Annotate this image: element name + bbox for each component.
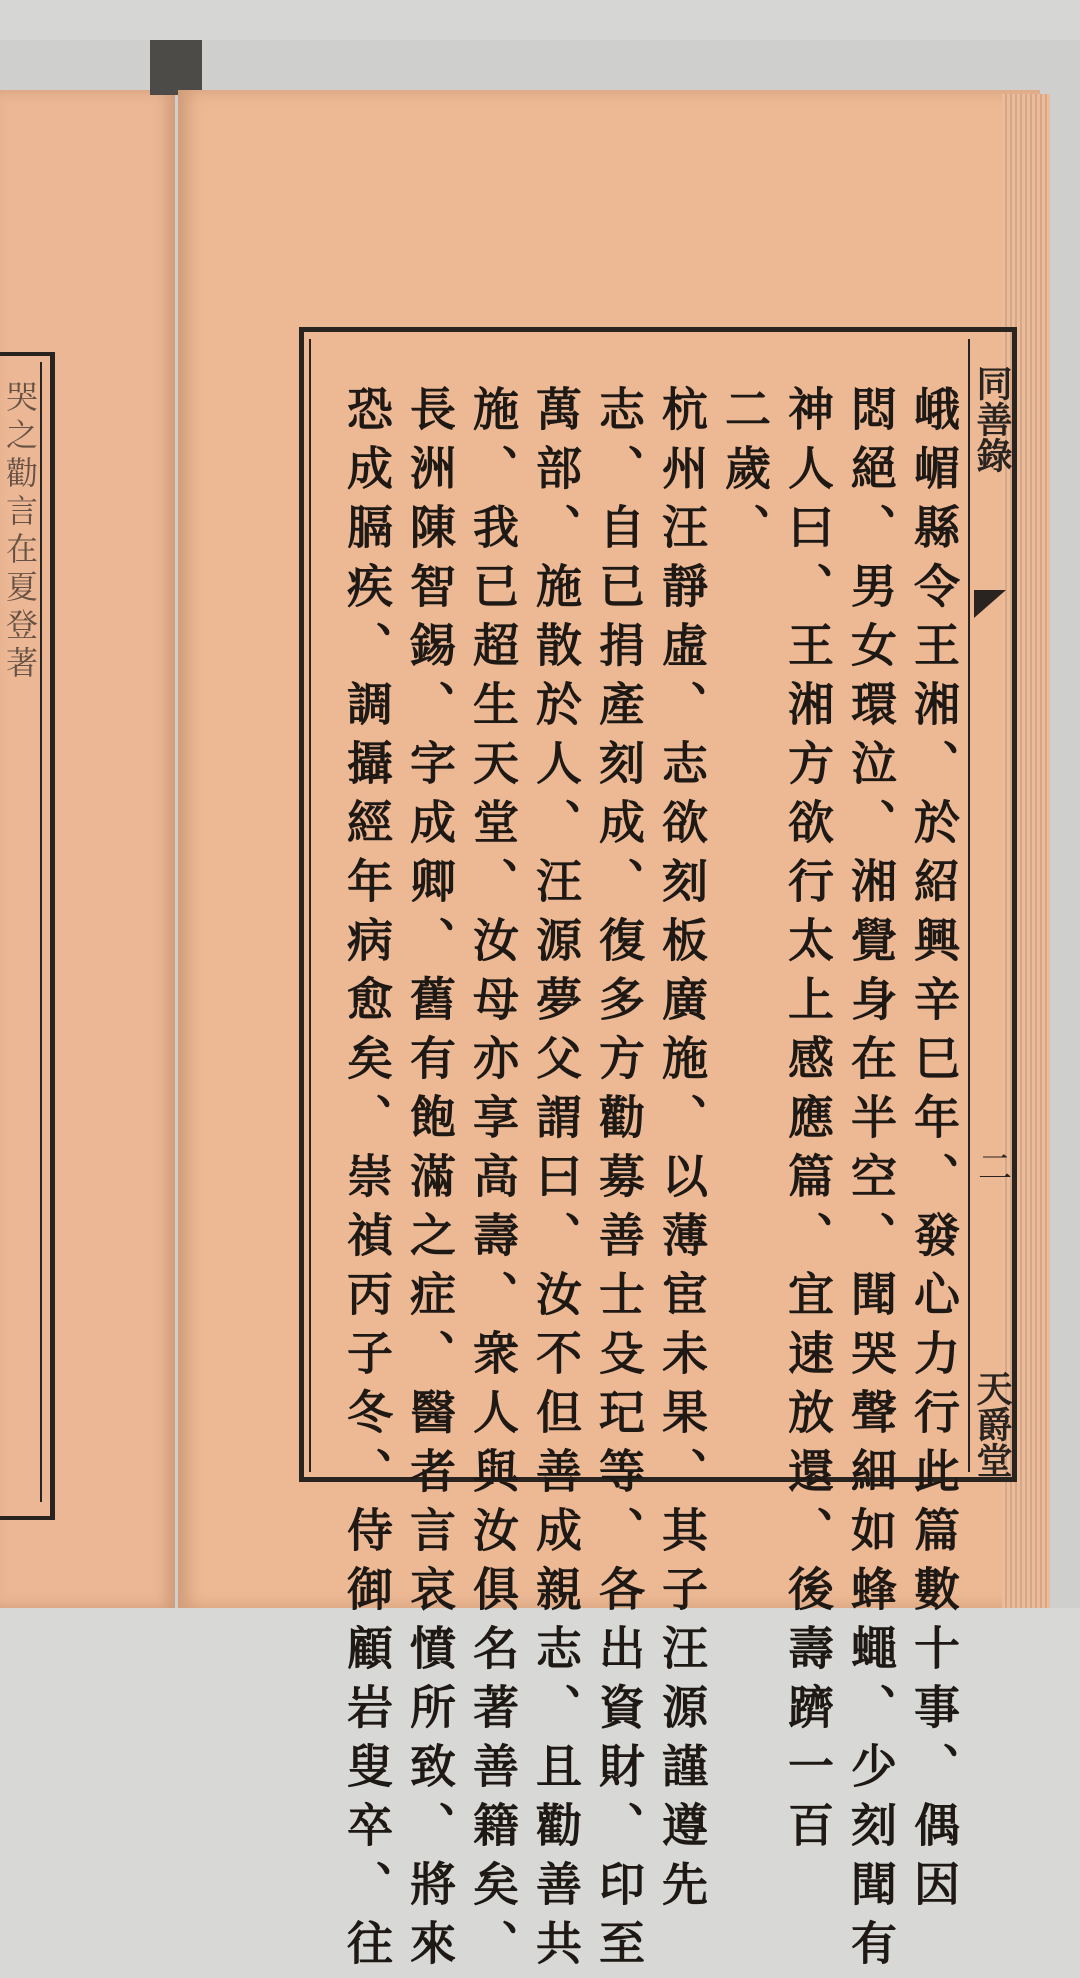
banxin-page-number: 二	[978, 1148, 1012, 1188]
banxin-title: 同善錄	[971, 365, 1013, 473]
text-column-6: 志、自已捐產刻成、復多方勸募善士殳玘等、各出資財、印至	[592, 385, 646, 1978]
top-margin	[0, 0, 1080, 40]
text-column-3: 神人曰、王湘方欲行太上感應篇、宜速放還、後壽躋一百	[781, 385, 835, 1860]
text-column-4: 二歲、	[718, 385, 772, 562]
text-column-2: 悶絕、男女環泣、湘覺身在半空、聞哭聲細如蜂蠅、少刻聞有	[844, 385, 898, 1978]
banxin-hall-name: 天爵堂	[971, 1370, 1013, 1478]
text-column-10: 恐成膈疾、調攝經年病愈矣、崇禎丙子冬、侍御顧岩叟卒、往	[340, 385, 394, 1978]
text-column-5: 杭州汪靜虛、志欲刻板廣施、以薄宦未果、其子汪源謹遵先	[655, 385, 709, 1919]
left-page-text: 哭之勸言在夏登著	[1, 380, 39, 684]
text-column-9: 長洲陳智錫、字成卿、舊有飽滿之症、醫者言哀憤所致、將來	[403, 385, 457, 1978]
fishtail-mark	[974, 590, 1006, 618]
text-column-7: 萬部、施散於人、汪源夢父謂曰、汝不但善成親志、且勸善共	[529, 385, 583, 1978]
book-spine	[150, 40, 202, 95]
banxin-column	[968, 339, 1008, 1472]
text-column-1: 峨嵋縣令王湘、於紹興辛巳年、發心力行此篇數十事、偶因	[907, 385, 961, 1919]
text-column-8: 施、我已超生天堂、汝母亦享高壽、衆人與汝俱名著善籍矣、	[466, 385, 520, 1978]
